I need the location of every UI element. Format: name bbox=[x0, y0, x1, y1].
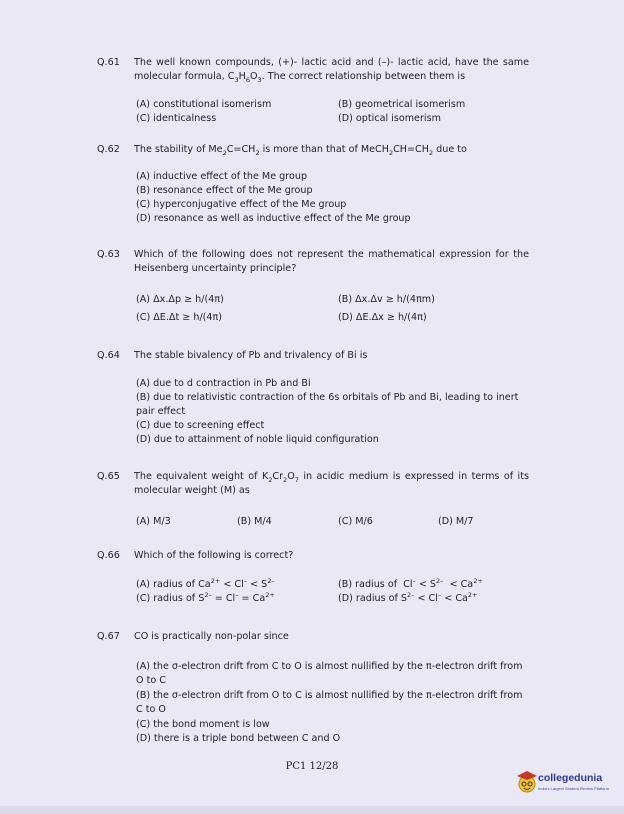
option-a: (A) due to d contraction in Pb and Bi bbox=[136, 378, 311, 389]
option-c: (C) hyperconjugative effect of the Me group bbox=[136, 199, 347, 210]
question-number: Q.65 bbox=[97, 471, 120, 482]
option-c: (C) ΔE.Δt ≥ h/(4π) bbox=[136, 312, 223, 323]
option-c: (C) radius of $S^{2-} = Cl^- = Ca^{2+}$ bbox=[136, 590, 275, 604]
question-stem: CO is practically non-polar since bbox=[134, 631, 289, 642]
question-number: Q.66 bbox=[97, 550, 120, 561]
option-d: (D) resonance as well as inductive effect of the Me group bbox=[136, 213, 411, 224]
page-footer: PC1 12/28 bbox=[285, 761, 339, 772]
option-b: (B) M/4 bbox=[237, 516, 272, 527]
question-stem: The equivalent weight of $K_2Cr_2O_7$ in acidic medium is expressed in terms of its molecular weight (M) as bbox=[134, 471, 529, 496]
option-a-text: (A) the σ-electron drift from C to O is almost nullified by the π-electron drift from O to C bbox=[136, 661, 523, 686]
option-b bbox=[136, 391, 529, 418]
question-number: Q.63 bbox=[97, 249, 120, 260]
question-number: Q.62 bbox=[97, 144, 120, 155]
option-b: (B) resonance effect of the Me group bbox=[136, 185, 313, 196]
option-b: (B) geometrical isomerism bbox=[338, 99, 466, 110]
question-number: Q.61 bbox=[97, 57, 120, 68]
option-d: (D) due to attainment of noble liquid configuration bbox=[136, 434, 379, 445]
option-d: (D) radius of $S^{2-} < Cl^- < Ca^{2+}$ bbox=[338, 590, 478, 604]
question-stem: Which of the following does not represent the mathematical expression for the Heisenberg uncertainty principle? bbox=[134, 249, 529, 274]
question-number: Q.67 bbox=[97, 631, 120, 642]
option-b: (B) Δx.Δv ≥ h/(4πm) bbox=[338, 294, 435, 305]
option-b bbox=[136, 689, 529, 716]
option-d: (D) there is a triple bond between C and O bbox=[136, 733, 341, 744]
question-stem bbox=[134, 56, 529, 83]
option-a bbox=[136, 660, 529, 687]
logo-tagline: India's Largest Student Review Platform bbox=[538, 786, 610, 791]
option-c: (C) identicalness bbox=[136, 113, 217, 124]
question-stem: The stability of $Me_2C=CH_2$ is more than that of $MeCH_2CH=CH_2$ due to bbox=[134, 144, 467, 157]
option-d: (D) ΔE.Δx ≥ h/(4π) bbox=[338, 312, 427, 323]
graduate-icon bbox=[516, 768, 538, 796]
option-a: (A) M/3 bbox=[136, 516, 171, 527]
option-b-text: (B) the σ-electron drift from O to C is almost nullified by the π-electron drift from C to O bbox=[136, 690, 523, 715]
option-a: (A) radius of $Ca^{2+} < Cl^- < S^{2-}$ bbox=[136, 576, 275, 590]
option-d: (D) M/7 bbox=[438, 516, 474, 527]
option-b: (B) radius of $Cl^- < S^{2-} < Ca^{2+}$ bbox=[338, 576, 483, 590]
option-c: (C) due to screening effect bbox=[136, 420, 265, 431]
option-a: (A) constitutional isomerism bbox=[136, 99, 272, 110]
option-a: (A) Δx.Δp ≥ h/(4π) bbox=[136, 294, 224, 305]
option-a: (A) inductive effect of the Me group bbox=[136, 171, 308, 182]
question-stem: The stable bivalency of Pb and trivalency of Bi is bbox=[134, 350, 368, 361]
option-c: (C) the bond moment is low bbox=[136, 719, 270, 730]
option-b-text: (B) due to relativistic contraction of the 6s orbitals of Pb and Bi, leading to inert pair effect bbox=[136, 392, 519, 417]
bottom-edge bbox=[0, 806, 624, 814]
collegedunia-logo bbox=[516, 768, 620, 804]
option-d: (D) optical isomerism bbox=[338, 113, 441, 124]
option-c: (C) M/6 bbox=[338, 516, 373, 527]
logo-brand: collegedunia bbox=[538, 772, 603, 784]
stem-part: The well known compounds, (+)- lactic acid and (–)- lactic acid, have the same molecular formula, $C_3H_6O_3$. The correct relationship between them is bbox=[134, 57, 529, 84]
question-number: Q.64 bbox=[97, 350, 120, 361]
question-stem: Which of the following is correct? bbox=[134, 550, 294, 561]
